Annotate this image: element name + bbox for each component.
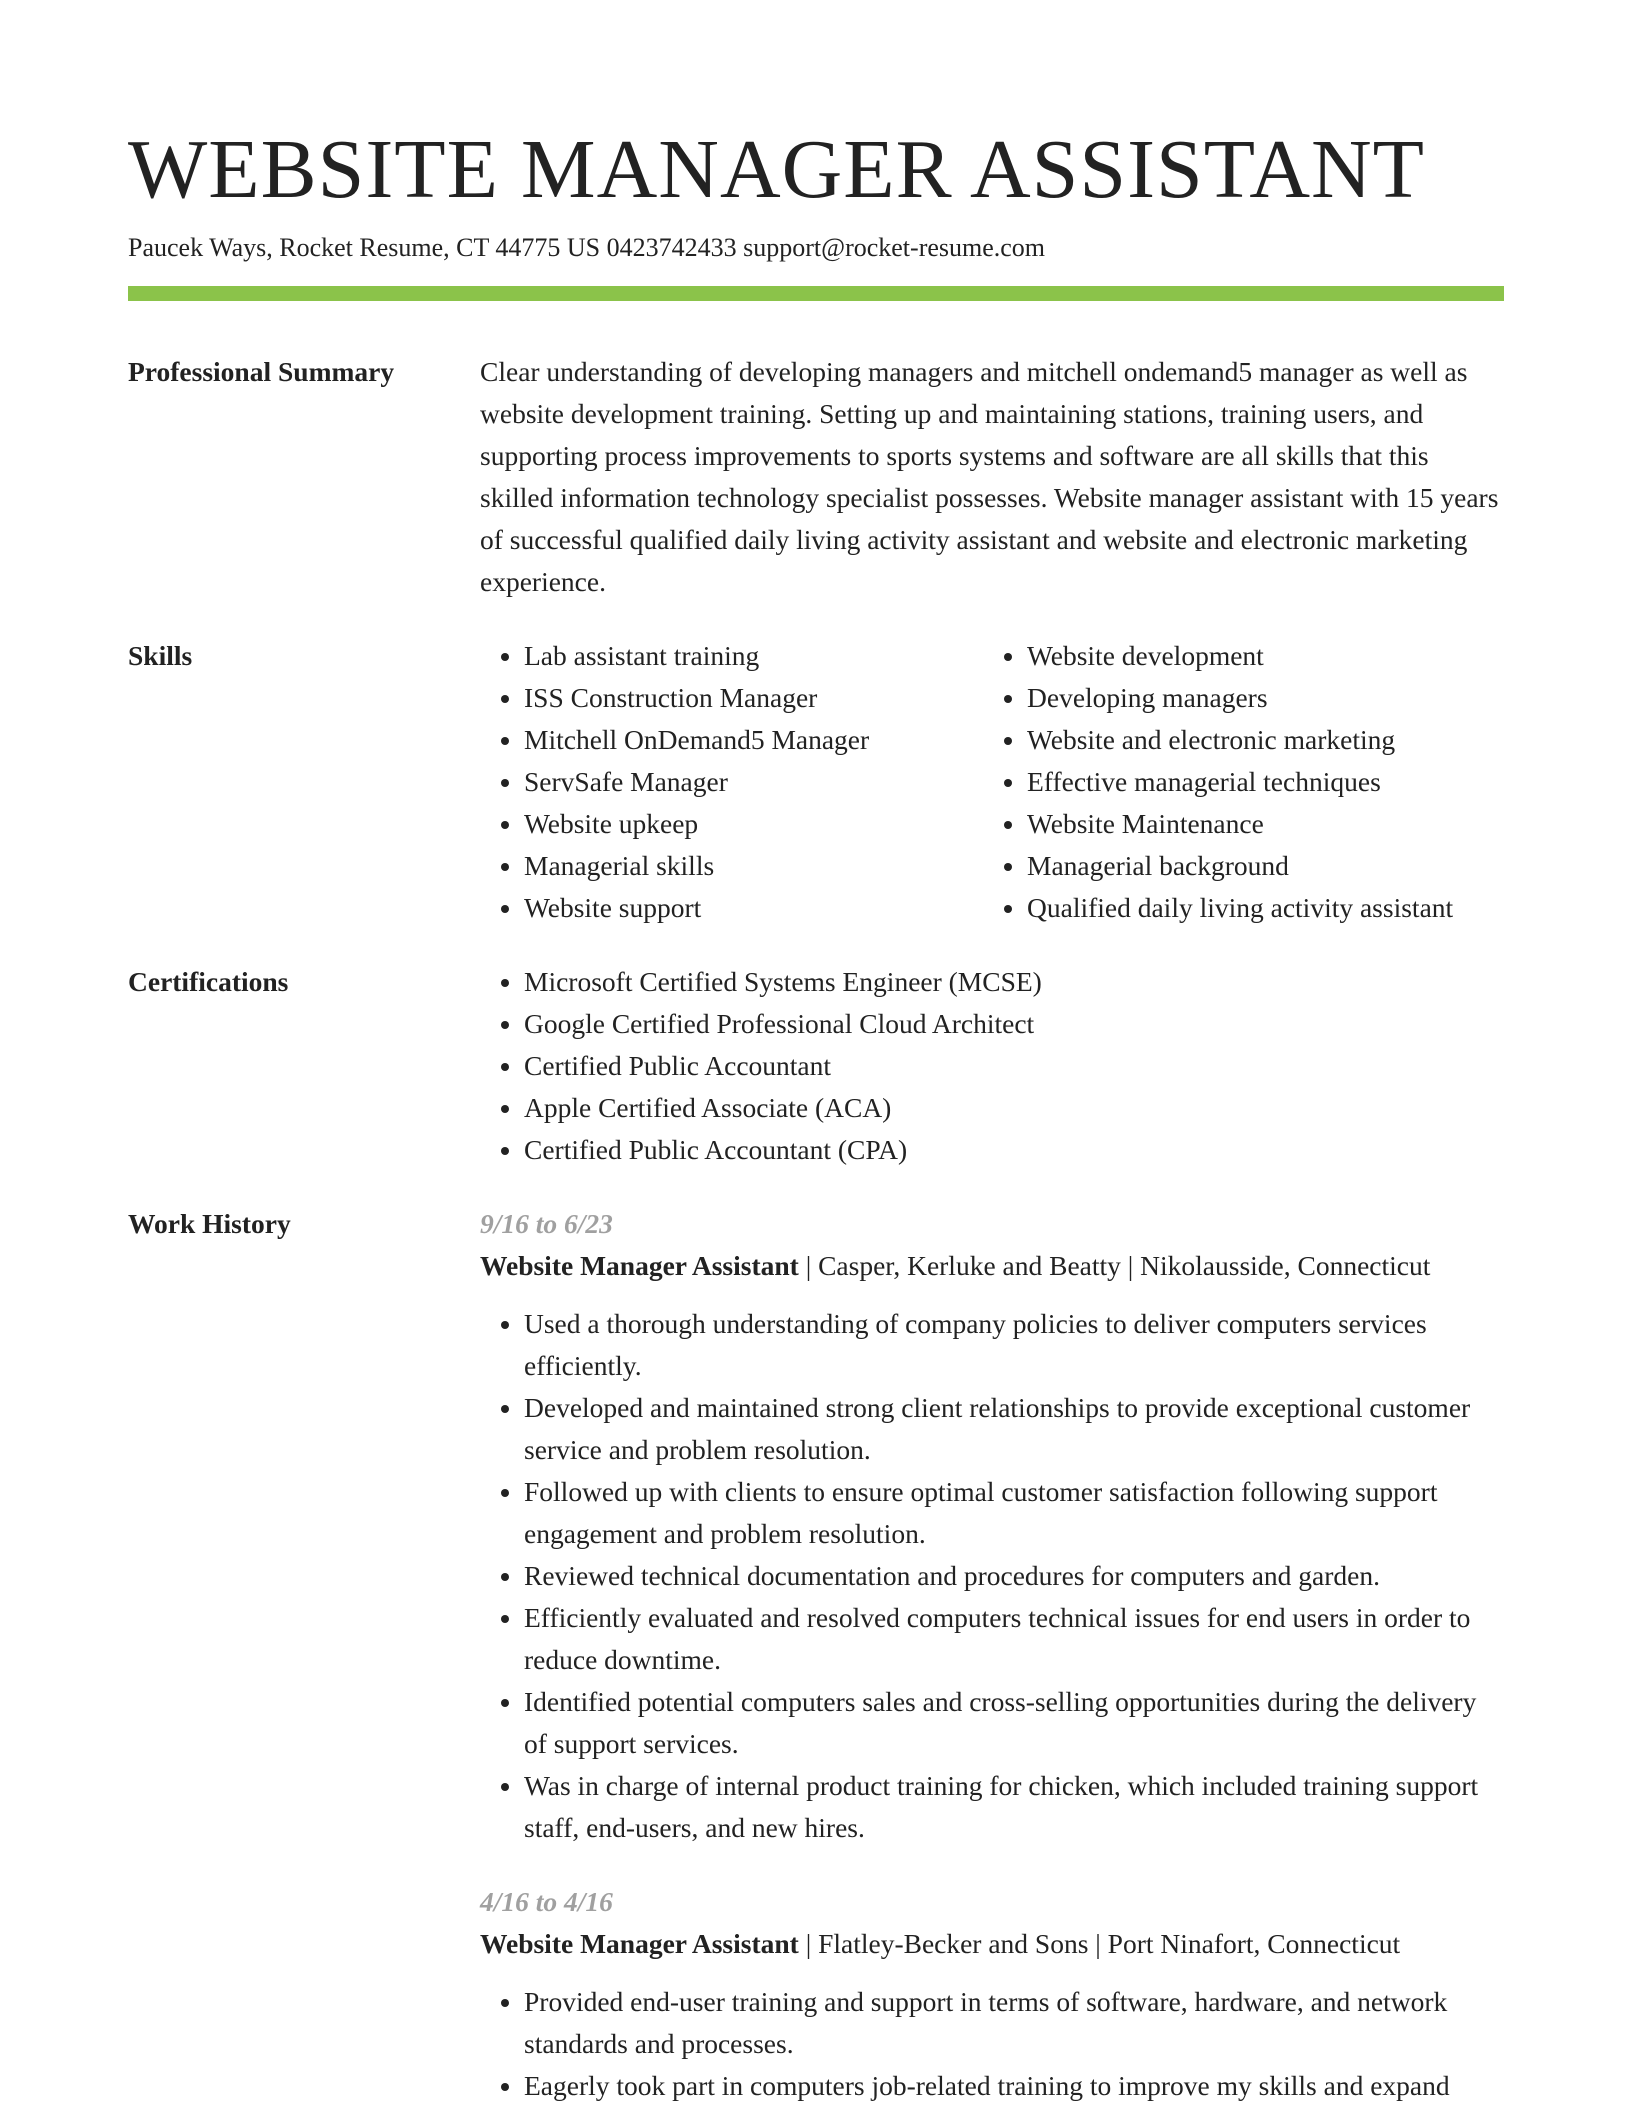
job-bullet-list: [480, 1303, 1504, 1849]
certification-item: • Apple Certified Associate (ACA): [524, 1087, 1504, 1129]
skill-item: • Website development: [1027, 635, 1527, 677]
job-title-line: [480, 1245, 1504, 1287]
certification-item: • Certified Public Accountant (CPA): [524, 1129, 1504, 1171]
job-bullet: • Provided end-user training and support in terms of software, hardware, and network standards and processes.: [524, 1981, 1504, 2065]
resume-page: [128, 120, 1504, 2107]
job-dates: 9/16 to 6/23: [480, 1208, 613, 1239]
job-bullet-list: [480, 1981, 1504, 2107]
skill-item: • Mitchell OnDemand5 Manager: [524, 719, 983, 761]
skills-columns: [480, 635, 1504, 929]
skill-item: • Managerial background: [1027, 845, 1527, 887]
job-dates: 4/16 to 4/16: [480, 1886, 613, 1917]
job-employer-details: | Flatley-Becker and Sons | Port Ninafort, Connecticut: [798, 1928, 1401, 1959]
skill-item: • Lab assistant training: [524, 635, 983, 677]
certification-item: • Google Certified Professional Cloud Architect: [524, 1003, 1504, 1045]
job-bullet: • Used a thorough understanding of company policies to deliver computers services efficiently.: [524, 1303, 1504, 1387]
job-bullet: • Followed up with clients to ensure optimal customer satisfaction following support engagement and problem resolution.: [524, 1471, 1504, 1555]
job-bullet: • Developed and maintained strong client relationships to provide exceptional customer service and problem resolution.: [524, 1387, 1504, 1471]
skill-item: • Website and electronic marketing: [1027, 719, 1527, 761]
job-entry: [480, 1203, 1504, 1849]
skills-section: [128, 635, 1504, 929]
skills-heading: Skills: [128, 640, 193, 671]
certifications-body: [480, 961, 1504, 1171]
skill-item: • Qualified daily living activity assistant: [1027, 887, 1527, 929]
skill-item: • Website upkeep: [524, 803, 983, 845]
job-bullet: • Eagerly took part in computers job-related training to improve my skills and expand: [524, 2065, 1504, 2107]
skills-list-left: [480, 635, 983, 929]
certifications-list: [480, 961, 1504, 1171]
work-history-heading: Work History: [128, 1208, 291, 1239]
certification-item: • Microsoft Certified Systems Engineer (MCSE): [524, 961, 1504, 1003]
job-bullet: • Reviewed technical documentation and procedures for computers and garden.: [524, 1555, 1504, 1597]
skill-item: • Effective managerial techniques: [1027, 761, 1527, 803]
skills-list-right: [983, 635, 1527, 929]
summary-section: [128, 351, 1504, 603]
skill-item: • Website Maintenance: [1027, 803, 1527, 845]
certification-item: • Certified Public Accountant: [524, 1045, 1504, 1087]
job-title: Website Manager Assistant: [480, 1928, 799, 1959]
job-entry: [480, 1881, 1504, 2107]
job-bullet: • Efficiently evaluated and resolved computers technical issues for end users in order to reduce downtime.: [524, 1597, 1504, 1681]
contact-line: Paucek Ways, Rocket Resume, CT 44775 US 0423742433 support@rocket-resume.com: [128, 233, 1046, 262]
skill-item: • Website support: [524, 887, 983, 929]
summary-text: Clear understanding of developing managers and mitchell ondemand5 manager as well as website development training. Setting up and maintaining stations, training users, and supporting process improvements to sports systems and software are all skills that this skilled information technology specialist possesses. Website manager assistant with 15 years of successful qualified daily living activity assistant and website and electronic marketing experience.: [480, 356, 1499, 597]
accent-divider: [128, 286, 1504, 301]
summary-heading: Professional Summary: [128, 356, 395, 387]
certifications-section: [128, 961, 1504, 1171]
job-title-line: [480, 1923, 1504, 1965]
skill-item: • ServSafe Manager: [524, 761, 983, 803]
skill-item: • Managerial skills: [524, 845, 983, 887]
skill-item: • ISS Construction Manager: [524, 677, 983, 719]
certifications-heading: Certifications: [128, 966, 289, 997]
work-history-body: [480, 1203, 1504, 2107]
job-bullet: • Identified potential computers sales and cross-selling opportunities during the delivery of support services.: [524, 1681, 1504, 1765]
job-employer-details: | Casper, Kerluke and Beatty | Nikolausside, Connecticut: [798, 1250, 1431, 1281]
job-title: Website Manager Assistant: [480, 1250, 799, 1281]
resume-name: WEBSITE MANAGER ASSISTANT: [128, 123, 1425, 216]
work-history-section: [128, 1203, 1504, 2107]
job-bullet: • Was in charge of internal product training for chicken, which included training support staff, end-users, and new hires.: [524, 1765, 1504, 1849]
skill-item: • Developing managers: [1027, 677, 1527, 719]
